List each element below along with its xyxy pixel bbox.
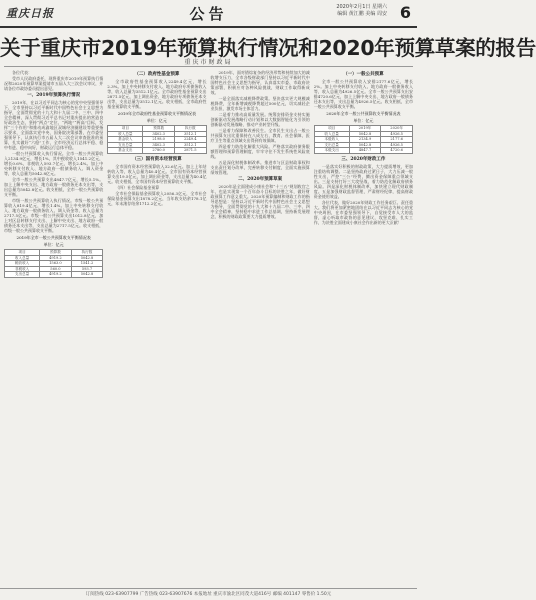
article-column (314, 70, 413, 580)
table-cell: 5042.8 (71, 272, 103, 278)
table-cell: 本级收入 (314, 137, 349, 143)
paragraph: （四）社会保险基金预算 (115, 184, 160, 190)
masthead (0, 0, 417, 28)
table-cell: 5042.8 (349, 131, 381, 137)
table-row (314, 131, 412, 137)
paragraph: 全市社会保险基金预算收入2056.3亿元，全市社会保险基金预算支出1878.2亿元，当年收支结余178.1亿元，年末滚存结余1712.2亿元。 (107, 190, 207, 206)
newspaper-logo: 重庆日报 (6, 7, 54, 20)
table-cell: 税收收入 (5, 261, 40, 267)
paragraph: 全市一般公共预算收入安排2177.6亿元，增长2%。加上中央转移支付收入、地方政府一般债务收入等，收入总量为4926.5亿元。全市一般公共预算支出安排4720.6亿元，加上上解中央支出、地方政府一般债务还本支出等，支出总量为4926.5亿元。收支相抵，全市一般公共预算收支平衡。 (313, 79, 413, 109)
article-column (4, 70, 103, 580)
budget-table (107, 125, 206, 154)
paragraph: 全市一般公共预算支出4847.7亿元，增长5.1%。加上上解中央支出、地方政府一般债务还本支出等，支出总量为5042.8亿元。收支相抵，全市一般公共预算收支平衡。 (4, 177, 104, 197)
table-header: 2020年 (381, 126, 413, 132)
table-row (108, 131, 206, 137)
table-cell: 2198.0 (143, 137, 175, 143)
table-cell: 支出总量 (314, 142, 349, 148)
table-row (314, 148, 412, 154)
table-cell: 收入总量 (314, 131, 349, 137)
divider (4, 66, 413, 67)
paragraph: 2020年是全面建成小康社会和“十三五”规划收官之年，也是实现第一个百年奋斗目标的决胜之年，做好财政预算工作意义重大。2020年预算编制和财政工作的指导思想是：坚持以习近平新时代中国特色社会主义思想为指导，全面贯彻党的十九大和十九届二中、三中、四中全会精神，坚持稳中求进工作总基调，坚持新发展理念，积极的财政政策要大力提质增效。 (210, 184, 310, 219)
table-cell: 收入总量 (108, 131, 143, 137)
paragraph: 一是落实好积极的财政政策，大力提质增效，更加注重结构调整。二是坚持政府过紧日子，大力压减一般性支出，严控“三公”经费，腾出资金保障重点领域支出。三是支持打好三大攻坚战，着力防范化解政府债务风险。四是深化财税体制改革，加快建立现代财政制度。五是加强财政监督管理，严肃财经纪律，提高财政资金使用效益。 (313, 163, 413, 199)
table-row (5, 261, 103, 267)
table-unit: 单位：亿元 (146, 118, 167, 123)
table-cell: 1541.2 (71, 261, 103, 267)
section-title: 公告 (189, 5, 228, 23)
table-header: 预算数 (40, 250, 72, 256)
table-cell: 3512.1 (174, 131, 206, 137)
paragraph: 二是着力推动高质量发展。统筹安排资金支持实施创新驱动发展战略行动计划和以大数据智能化为引领的创新驱动发展战略，推动产业转型升级。 (210, 112, 310, 127)
table-header: 项目 (5, 250, 40, 256)
paragraph: 一般公共预算收入执行情况。全市一般公共预算收入2134.9亿元，增长1%，其中税收收入1541.2亿元，增长0.6%，非税收入593.7亿元，增长2.4%。加上中央转移支付收入、地方政府一般债务收入、调入资金等，收入总量为5042.8亿元。 (4, 151, 104, 176)
table-cell: 593.7 (71, 266, 103, 272)
table-cell: 2134.9 (349, 137, 381, 143)
table-cell: 3402.3 (143, 142, 175, 148)
section-heading: 二、2020年预算草案 (238, 177, 283, 182)
table-row (5, 272, 103, 278)
table-unit: 单位：亿元 (353, 118, 374, 123)
table-cell: 4926.5 (381, 142, 413, 148)
table-cell: 基金收入 (108, 137, 143, 143)
paragraph: 各位代表： (12, 70, 32, 75)
table-cell: 本级支出 (314, 148, 349, 154)
budget-table (314, 125, 413, 154)
section-heading: （三）国有资本经营预算 (132, 156, 182, 162)
table-row (108, 137, 206, 143)
section-heading: 三、2020年财政工作 (341, 156, 386, 162)
byline: 重庆市财政局 (184, 59, 233, 66)
table-cell: 支出总量 (108, 142, 143, 148)
table-header: 执行数 (71, 250, 103, 256)
article-column (107, 70, 206, 580)
page-number: 6 (399, 3, 411, 22)
table-cell: 5042.8 (349, 142, 381, 148)
table-header-row (314, 126, 412, 132)
article-column (211, 70, 310, 580)
table-cell: 2177.6 (381, 137, 413, 143)
table-header: 项目 (314, 126, 349, 132)
table-header-row (108, 126, 206, 132)
table-cell: 3402.3 (143, 131, 175, 137)
paragraph: 五是深化财税体制改革。推进市与区县财政事权和支出责任划分改革，完善转移支付制度，全面实施预算绩效管理。 (210, 160, 310, 175)
headline: 关于重庆市2019年预算执行情况和2020年预算草案的报告 (0, 36, 536, 60)
article-body (4, 70, 413, 580)
table-header-row (5, 250, 103, 256)
table-cell: 1563.0 (40, 261, 72, 267)
table-cell: 支出总量 (5, 272, 40, 278)
budget-table (4, 249, 103, 278)
table-cell: 5042.8 (71, 255, 103, 261)
paragraph: 全市国有资本经营预算收入32.6亿元。加上上年结转收入等，收入总量为40.4亿元。全市国有资本经营预算支出19.5亿元，加上调出资金等，支出总量为40.4亿元。收支相抵，全市国有资本经营预算收支平衡。 (107, 163, 207, 184)
table-cell: 基金支出 (108, 148, 143, 154)
table-cell: 4720.6 (381, 148, 413, 154)
table-cell: 4926.5 (381, 131, 413, 137)
table-row (108, 148, 206, 154)
paragraph: 受市人民政府委托，现将重庆市2019年预算执行情况和2020年预算草案提请市五届人大三次会议审议，并请各位市政协委员提出意见。 (4, 76, 104, 91)
table-cell: 4847.7 (349, 148, 381, 154)
footer: 订阅热线 023-63907799 广告热线 023-63907676 本报地址 重庆市渝北区同茂大道416号 邮编 401147 零售价 1.50元 (0, 588, 417, 597)
table-cell: 4919.2 (40, 255, 72, 261)
table-cell: 非税收入 (5, 266, 40, 272)
table-cell: 收入总量 (5, 255, 40, 261)
section-heading: （一）一般公共预算 (343, 72, 384, 77)
table-row (5, 255, 103, 261)
table-row (314, 137, 412, 143)
paragraph: 2019年，在以习近平同志为核心的党中央坚强领导下，全市坚持以习近平新时代中国特色社会主义思想为指导，全面贯彻党的十九大和十九届二中、三中、四中全会精神，深入贯彻习近平总书记对重庆提出的营造良好政治生态，坚持“两点”定位、“两地”“两高”目标，发挥“三个作用”和推动成渝地区双城经济圈建设等重要指示要求，全面落实党中央、国务院决策部署，在市委坚强领导下，认真执行市五届人大二次会议审查批准的预算，扎实做好“六稳”工作，全市经济运行总体平稳、稳中有进、稳中向好，财政运行总体平稳。 (4, 100, 104, 150)
table-cell: 2249.4 (174, 137, 206, 143)
table-title: 2019年全市政府性基金预算收支平衡情况表 (117, 111, 196, 116)
table-title: 2020年全市一般公共预算收支平衡情况表 (326, 111, 401, 116)
table-header: 项目 (108, 126, 143, 132)
paragraph: 市级一般公共预算收入执行情况。市级一般公共预算收入819.4亿元，增长1.4%。加上中央转移支付收入、地方政府一般债务收入、调入资金等，收入总量为2717.5亿元。市级一般公共预算支出1012.8亿元，加上对区县转移支付支出、上解中央支出、地方政府一般债务还本支出等，支出总量为2717.5亿元。收支相抵，市级一般公共预算收支平衡。 (4, 198, 104, 233)
table-cell: 4919.2 (40, 272, 72, 278)
paragraph: 2019年，面对错综复杂的经济形势和持续加大的减收增支压力，全市各级财政部门坚持以习近平新时代中国特色社会主义思想为指导，认真落实市委、市政府决策部署，积极应对各种风险挑战，财政工作取得新成效。 (210, 70, 310, 95)
table-header: 执行数 (174, 126, 206, 132)
table-header: 预算数 (143, 126, 175, 132)
table-header: 2019年 (349, 126, 381, 132)
table-cell: 560.0 (40, 266, 72, 272)
paragraph: 全市政府性基金预算收入2249.4亿元，增长2.3%。加上中央转移支付收入、地方政府专项债务收入等，收入总量为3512.1亿元。全市政府性基金预算支出2871.5亿元，加上调出资金、地方政府专项债务还本支出等，支出总量为3512.1亿元。收支相抵，全市政府性基金预算收支平衡。 (107, 79, 207, 109)
table-title: 2019年全市一般公共预算收支平衡情况表 (16, 235, 91, 240)
table-cell: 3512.1 (174, 142, 206, 148)
paragraph: 一是全面落实减税降费政策。坚决落实更大规模减税降费，全年新增减税降费超过500亿元，切实减轻企业负担，激发市场主体活力。 (210, 96, 310, 111)
paragraph: 各位代表，做好2020年财政工作任务艰巨、责任重大。我们将更加紧密地团结在以习近平同志为核心的党中央周围，在市委坚强领导下，自觉接受市人大的监督，虚心听取市政协的意见建议，攻坚克难、扎实工作，为决胜全面建成小康社会作出新的更大贡献！ (313, 199, 413, 225)
table-cell: 2780.0 (143, 148, 175, 154)
edition-info: 2020年2月1日 星期六 编辑 黄江鹏 美编 周安 (336, 4, 387, 17)
section-heading: （二）政府性基金预算 (134, 72, 180, 77)
table-cell: 2871.5 (174, 148, 206, 154)
paragraph: 三是着力保障和改善民生。全市民生支出占一般公共预算支出比重保持在八成左右，教育、社会保障、医疗卫生等重点领域支出得到有效保障。 (210, 128, 310, 143)
paragraph: 四是着力防范化解重大风险。严格落实政府债务限额管理和预算管理制度，牢牢守住不发生系统性风险底线。 (210, 144, 310, 159)
table-unit: 单位：亿元 (43, 242, 64, 247)
section-heading: 一、2019年预算执行情况 (27, 93, 81, 98)
